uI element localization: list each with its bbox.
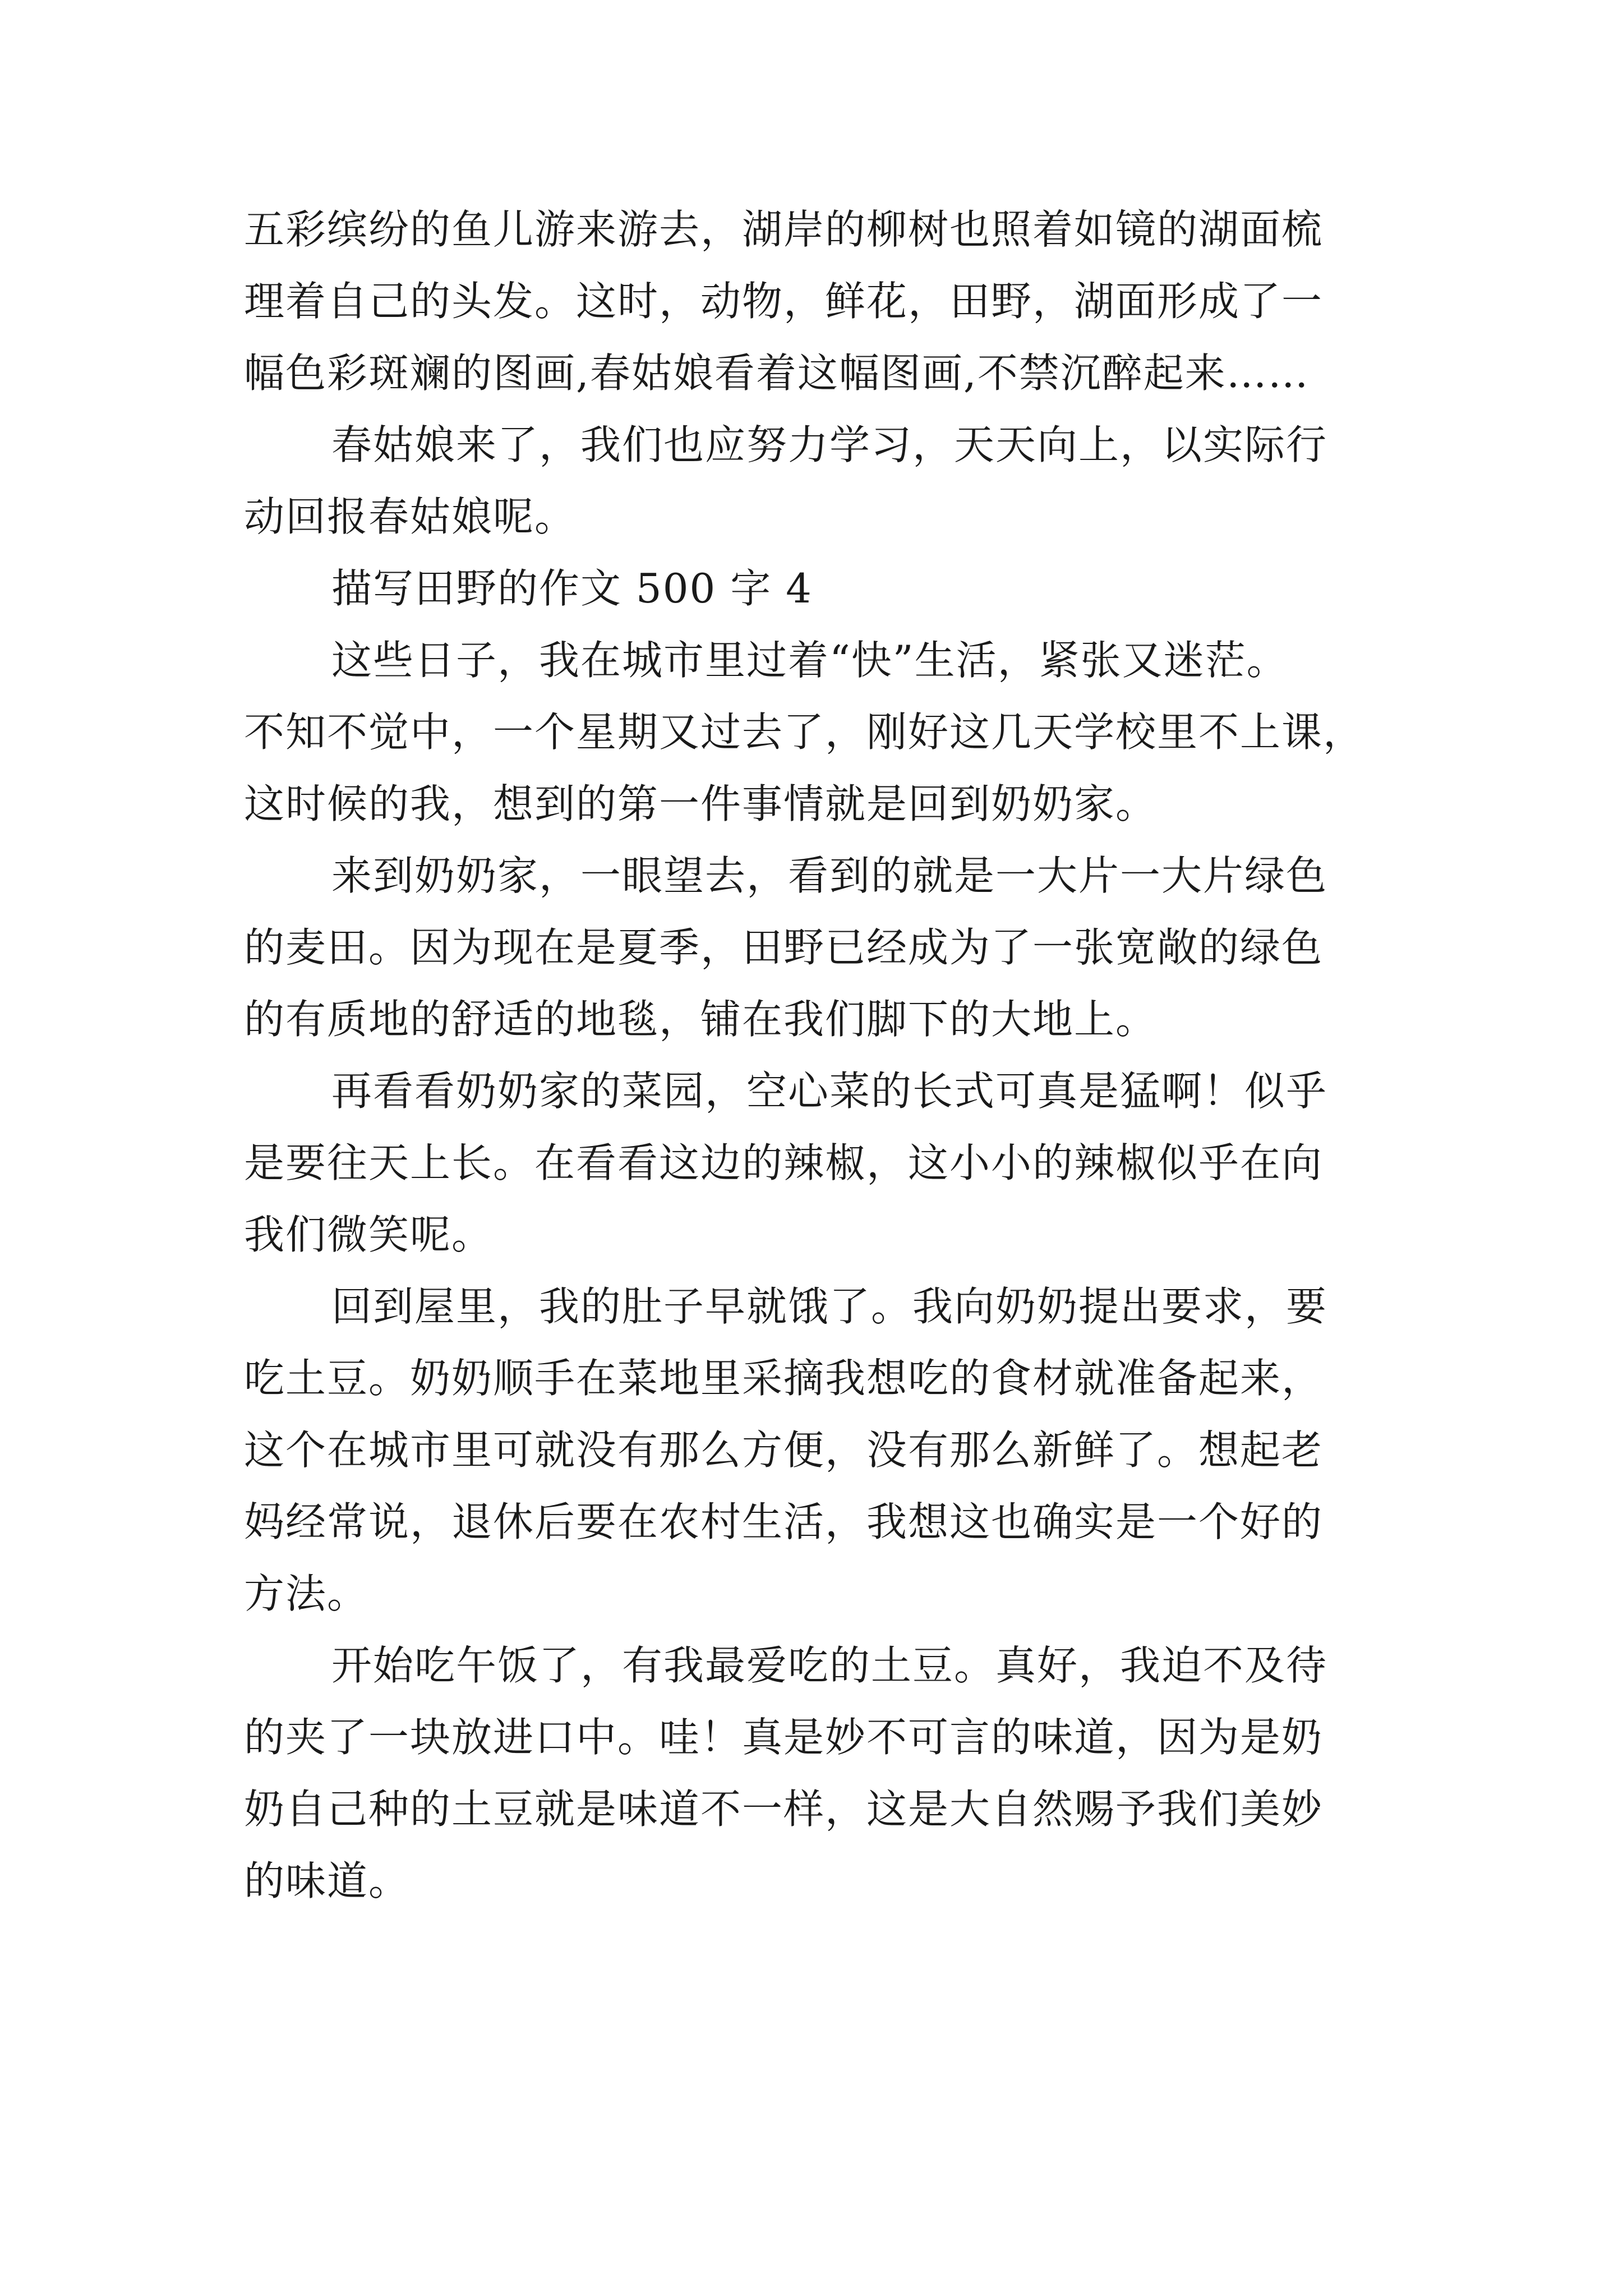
text-line: 奶自己种的土豆就是味道不一样，这是大自然赐予我们美妙 [244, 1786, 1324, 1833]
text-line: 五彩缤纷的鱼儿游来游去，湖岸的柳树也照着如镜的湖面梳 [244, 206, 1324, 253]
text-line: 的味道。 [244, 1857, 411, 1904]
paragraph-start-line: 回到屋里，我的肚子早就饿了。我向奶奶提出要求，要 [331, 1283, 1328, 1330]
text-line: 这时候的我，想到的第一件事情就是回到奶奶家。 [244, 780, 1158, 827]
paragraph-start-line: 这些日子，我在城市里过着“快”生活，紧张又迷茫。 [331, 637, 1288, 684]
text-line: 方法。 [244, 1570, 369, 1617]
text-line: 这个在城市里可就没有那么方便，没有那么新鲜了。想起老 [244, 1427, 1324, 1474]
text-line: 妈经常说，退休后要在农村生活，我想这也确实是一个好的 [244, 1498, 1324, 1545]
paragraph-start-line: 来到奶奶家，一眼望去，看到的就是一大片一大片绿色 [331, 852, 1328, 899]
text-line: 理着自己的头发。这时，动物，鲜花，田野，湖面形成了一 [244, 278, 1324, 325]
text-line: 是要往天上长。在看看这边的辣椒，这小小的辣椒似乎在向 [244, 1139, 1324, 1186]
section-heading: 描写田野的作文 500 字 4 [331, 565, 813, 612]
paragraph-start-line: 开始吃午饭了，有我最爱吃的土豆。真好，我迫不及待 [331, 1642, 1328, 1689]
text-line: 我们微笑呢。 [244, 1211, 494, 1258]
paragraph-start-line: 再看看奶奶家的菜园，空心菜的长式可真是猛啊！似乎 [331, 1068, 1328, 1115]
text-line: 吃土豆。奶奶顺手在菜地里采摘我想吃的食材就准备起来， [244, 1355, 1324, 1402]
document-body [244, 194, 1385, 1917]
text-line: 幅色彩斑斓的图画,春姑娘看着这幅图画,不禁沉醉起来…… [244, 349, 1310, 397]
text-line: 的麦田。因为现在是夏季，田野已经成为了一张宽敞的绿色 [244, 924, 1324, 971]
text-line: 的有质地的舒适的地毯，铺在我们脚下的大地上。 [244, 996, 1158, 1043]
text-line: 的夹了一块放进口中。哇！真是妙不可言的味道，因为是奶 [244, 1714, 1324, 1761]
paragraph-start-line: 春姑娘来了，我们也应努力学习，天天向上，以实际行 [331, 421, 1328, 468]
text-line: 不知不觉中，一个星期又过去了，刚好这几天学校里不上课， [244, 708, 1365, 756]
text-line: 动回报春姑娘呢。 [244, 493, 577, 540]
